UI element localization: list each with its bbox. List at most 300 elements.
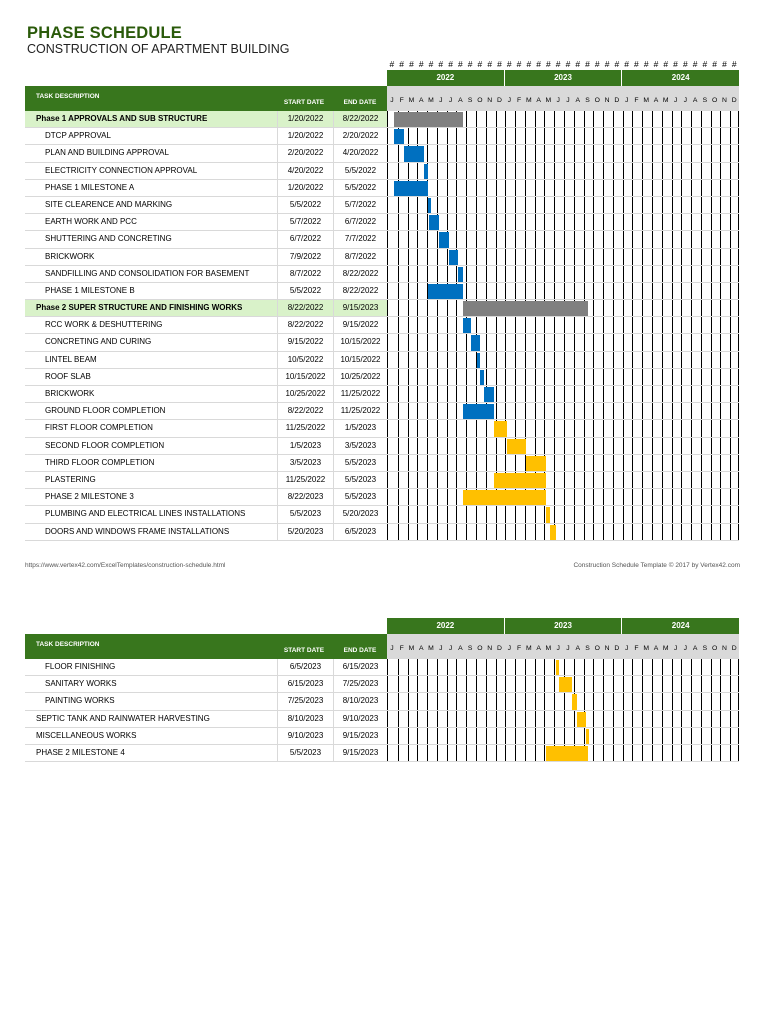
table-row[interactable] xyxy=(25,249,739,266)
grid-line xyxy=(681,506,682,522)
table-row[interactable] xyxy=(25,283,739,300)
grid-line xyxy=(466,197,467,213)
grid-line xyxy=(691,111,692,127)
gantt-bar[interactable] xyxy=(439,232,449,247)
grid-line xyxy=(408,163,409,179)
grid-line xyxy=(427,420,428,436)
grid-line xyxy=(652,128,653,144)
start-date: 8/22/2022 xyxy=(277,317,333,333)
gantt-bar[interactable] xyxy=(546,746,588,761)
grid-line xyxy=(535,659,536,675)
grid-line xyxy=(486,214,487,230)
grid-line xyxy=(466,438,467,454)
grid-line xyxy=(456,317,457,333)
grid-line xyxy=(466,506,467,522)
grid-line xyxy=(398,489,399,505)
phase-row[interactable] xyxy=(25,111,739,128)
hash-mark: # xyxy=(477,59,483,69)
grid-line xyxy=(456,403,457,419)
grid-line xyxy=(515,745,516,761)
gantt-bar[interactable] xyxy=(394,112,463,127)
table-row[interactable] xyxy=(25,420,739,437)
grid-line xyxy=(720,231,721,247)
grid-line xyxy=(408,711,409,727)
table-row[interactable] xyxy=(25,145,739,162)
end-date: 7/25/2023 xyxy=(333,676,387,692)
grid-line xyxy=(554,111,555,127)
grid-line xyxy=(593,128,594,144)
grid-line xyxy=(515,728,516,744)
gantt-bar[interactable] xyxy=(577,712,587,727)
grid-line xyxy=(672,214,673,230)
grid-line xyxy=(603,317,604,333)
grid-line xyxy=(652,145,653,161)
grid-line xyxy=(554,438,555,454)
grid-line xyxy=(593,266,594,282)
grid-line xyxy=(672,506,673,522)
grid-line xyxy=(642,659,643,675)
grid-line xyxy=(515,334,516,350)
table-row[interactable] xyxy=(25,128,739,145)
gantt-bar[interactable] xyxy=(556,660,559,675)
grid-line xyxy=(584,489,585,505)
grid-line xyxy=(603,163,604,179)
table-row[interactable] xyxy=(25,455,739,472)
gantt-bar[interactable] xyxy=(507,439,527,454)
grid-line xyxy=(652,693,653,709)
grid-line xyxy=(711,420,712,436)
grid-line xyxy=(642,369,643,385)
grid-line xyxy=(623,711,624,727)
gantt-bar[interactable] xyxy=(428,198,431,213)
grid-line xyxy=(544,163,545,179)
grid-line xyxy=(496,676,497,692)
table-row[interactable] xyxy=(25,163,739,180)
grid-line xyxy=(672,197,673,213)
grid-line xyxy=(584,352,585,368)
grid-line xyxy=(447,745,448,761)
grid-line xyxy=(554,506,555,522)
grid-line xyxy=(701,711,702,727)
hash-mark: # xyxy=(594,59,600,69)
grid-line xyxy=(476,214,477,230)
grid-line xyxy=(515,352,516,368)
grid-line xyxy=(554,214,555,230)
grid-line xyxy=(720,711,721,727)
grid-line xyxy=(593,403,594,419)
grid-line xyxy=(711,472,712,488)
grid-line xyxy=(574,180,575,196)
grid-line xyxy=(574,249,575,265)
month-label: D xyxy=(731,97,737,104)
footer-url[interactable]: https://www.vertex42.com/ExcelTemplates/construction-schedule.html xyxy=(25,562,226,569)
grid-line xyxy=(447,197,448,213)
grid-line xyxy=(496,145,497,161)
grid-line xyxy=(505,317,506,333)
grid-line xyxy=(681,300,682,316)
grid-line xyxy=(456,524,457,540)
hash-mark: # xyxy=(731,59,737,69)
end-date: 1/5/2023 xyxy=(333,420,387,436)
gantt-grid xyxy=(387,266,739,282)
grid-line xyxy=(496,352,497,368)
gantt-bar[interactable] xyxy=(463,404,494,419)
table-row[interactable] xyxy=(25,352,739,369)
grid-line xyxy=(603,403,604,419)
gantt-bar[interactable] xyxy=(546,507,551,522)
grid-line xyxy=(623,455,624,471)
grid-line xyxy=(584,317,585,333)
grid-line xyxy=(437,745,438,761)
grid-line xyxy=(525,214,526,230)
grid-line xyxy=(427,352,428,368)
table-row[interactable] xyxy=(25,386,739,403)
grid-line xyxy=(652,403,653,419)
end-date: 6/5/2023 xyxy=(333,524,387,540)
grid-line xyxy=(623,317,624,333)
month-label: N xyxy=(721,645,727,652)
grid-line xyxy=(535,403,536,419)
grid-line xyxy=(681,180,682,196)
grid-line xyxy=(496,111,497,127)
grid-line xyxy=(408,728,409,744)
gantt-bar[interactable] xyxy=(484,387,494,402)
grid-line xyxy=(584,111,585,127)
grid-line xyxy=(623,659,624,675)
grid-line xyxy=(584,163,585,179)
grid-line xyxy=(632,197,633,213)
gantt-bar[interactable] xyxy=(428,284,463,299)
grid-line xyxy=(544,180,545,196)
grid-line xyxy=(496,283,497,299)
grid-line xyxy=(535,283,536,299)
table-row[interactable] xyxy=(25,197,739,214)
grid-line xyxy=(584,455,585,471)
table-row[interactable] xyxy=(25,180,739,197)
grid-line xyxy=(701,334,702,350)
task-description: PHASE 1 MILESTONE B xyxy=(45,285,135,295)
end-date: 6/7/2022 xyxy=(333,214,387,230)
start-date: 8/22/2023 xyxy=(277,489,333,505)
grid-line xyxy=(437,693,438,709)
grid-line xyxy=(711,128,712,144)
end-date: 9/15/2023 xyxy=(333,728,387,744)
grid-line xyxy=(466,111,467,127)
grid-line xyxy=(584,386,585,402)
grid-line xyxy=(417,455,418,471)
grid-line xyxy=(593,214,594,230)
grid-line xyxy=(505,352,506,368)
end-date: 11/25/2022 xyxy=(333,403,387,419)
hash-mark: # xyxy=(643,59,649,69)
table-row[interactable] xyxy=(25,524,739,541)
grid-line xyxy=(652,300,653,316)
grid-line xyxy=(672,369,673,385)
grid-line xyxy=(554,317,555,333)
grid-line xyxy=(691,283,692,299)
gantt-bar[interactable] xyxy=(463,490,546,505)
grid-line xyxy=(544,128,545,144)
grid-line xyxy=(593,283,594,299)
grid-line xyxy=(398,231,399,247)
gantt-bar[interactable] xyxy=(572,694,577,709)
grid-line xyxy=(486,231,487,247)
grid-line xyxy=(603,711,604,727)
grid-line xyxy=(466,659,467,675)
month-label: J xyxy=(507,645,511,652)
grid-line xyxy=(466,472,467,488)
gantt-grid xyxy=(387,386,739,402)
grid-line xyxy=(672,145,673,161)
table-row[interactable] xyxy=(25,693,739,710)
month-label: M xyxy=(525,645,532,652)
grid-line xyxy=(652,163,653,179)
table-row[interactable] xyxy=(25,489,739,506)
grid-line xyxy=(525,745,526,761)
hash-mark: # xyxy=(457,59,463,69)
hash-mark: # xyxy=(585,59,590,69)
grid-line xyxy=(535,438,536,454)
grid-line xyxy=(701,214,702,230)
gantt-grid xyxy=(387,214,739,230)
end-date: 9/10/2023 xyxy=(333,711,387,727)
grid-line xyxy=(730,128,731,144)
gantt-bar[interactable] xyxy=(463,318,471,333)
gantt-bar[interactable] xyxy=(471,335,481,350)
table-row[interactable] xyxy=(25,472,739,489)
month-label: M xyxy=(643,97,650,104)
grid-line xyxy=(662,506,663,522)
month-label: S xyxy=(702,645,708,652)
grid-line xyxy=(730,506,731,522)
table-row[interactable] xyxy=(25,728,739,745)
table-row[interactable] xyxy=(25,214,739,231)
grid-line xyxy=(672,693,673,709)
grid-line xyxy=(574,352,575,368)
grid-line xyxy=(632,472,633,488)
task-description: SANDFILLING AND CONSOLIDATION FOR BASEMENT xyxy=(45,268,250,278)
table-row[interactable] xyxy=(25,317,739,334)
grid-line xyxy=(525,676,526,692)
hash-mark: # xyxy=(722,59,727,69)
grid-line xyxy=(701,111,702,127)
grid-line xyxy=(535,197,536,213)
task-description: PHASE 2 MILESTONE 4 xyxy=(36,747,125,757)
gantt-bar[interactable] xyxy=(394,181,428,196)
table-row[interactable] xyxy=(25,711,739,728)
grid-line xyxy=(564,214,565,230)
grid-line xyxy=(515,317,516,333)
grid-line xyxy=(632,455,633,471)
gantt-bar[interactable] xyxy=(458,267,463,282)
grid-line xyxy=(691,334,692,350)
grid-line xyxy=(701,745,702,761)
grid-line xyxy=(574,472,575,488)
hash-mark: # xyxy=(712,59,718,69)
grid-line xyxy=(486,455,487,471)
grid-line xyxy=(720,352,721,368)
gantt-grid xyxy=(387,369,739,385)
grid-line xyxy=(720,693,721,709)
gantt-bar[interactable] xyxy=(550,525,555,540)
gantt-bar[interactable] xyxy=(449,250,458,265)
grid-line xyxy=(701,472,702,488)
grid-line xyxy=(476,283,477,299)
grid-line xyxy=(417,334,418,350)
gantt-bar[interactable] xyxy=(494,421,507,436)
grid-line xyxy=(456,180,457,196)
grid-line xyxy=(505,283,506,299)
table-row[interactable] xyxy=(25,266,739,283)
grid-line xyxy=(652,369,653,385)
grid-line xyxy=(593,506,594,522)
grid-line xyxy=(711,745,712,761)
end-date: 5/7/2022 xyxy=(333,197,387,213)
gantt-bar[interactable] xyxy=(404,146,423,161)
gantt-bar[interactable] xyxy=(429,215,439,230)
month-label: F xyxy=(399,645,404,652)
grid-line xyxy=(525,506,526,522)
grid-line xyxy=(408,693,409,709)
grid-line xyxy=(672,455,673,471)
grid-line xyxy=(398,283,399,299)
hash-mark: # xyxy=(428,59,434,69)
grid-line xyxy=(623,128,624,144)
grid-line xyxy=(408,334,409,350)
grid-line xyxy=(672,386,673,402)
grid-line xyxy=(574,438,575,454)
table-row[interactable] xyxy=(25,231,739,248)
grid-line xyxy=(496,197,497,213)
gantt-grid xyxy=(387,317,739,333)
gantt-bar[interactable] xyxy=(586,729,589,744)
grid-line xyxy=(535,676,536,692)
grid-line xyxy=(603,334,604,350)
grid-line xyxy=(652,266,653,282)
table-row[interactable] xyxy=(25,438,739,455)
table-row[interactable] xyxy=(25,745,739,762)
grid-line xyxy=(701,163,702,179)
grid-line xyxy=(623,197,624,213)
grid-line xyxy=(398,745,399,761)
grid-line xyxy=(427,128,428,144)
grid-line xyxy=(535,317,536,333)
table-row[interactable] xyxy=(25,369,739,386)
gantt-bar[interactable] xyxy=(526,456,546,471)
grid-line xyxy=(613,317,614,333)
grid-line xyxy=(720,369,721,385)
gantt-grid xyxy=(387,334,739,350)
grid-line xyxy=(564,197,565,213)
month-label: N xyxy=(604,645,610,652)
grid-line xyxy=(525,231,526,247)
grid-line xyxy=(593,693,594,709)
gantt-bar[interactable] xyxy=(477,353,480,368)
grid-line xyxy=(564,145,565,161)
hash-mark: # xyxy=(653,59,659,69)
grid-line xyxy=(544,369,545,385)
grid-line xyxy=(691,163,692,179)
grid-line xyxy=(603,659,604,675)
hash-mark: # xyxy=(418,59,424,69)
grid-line xyxy=(730,266,731,282)
table-row[interactable] xyxy=(25,506,739,523)
grid-line xyxy=(476,472,477,488)
grid-line xyxy=(642,745,643,761)
grid-line xyxy=(505,111,506,127)
table-row[interactable] xyxy=(25,403,739,420)
month-label: J xyxy=(390,97,394,104)
end-date: 9/15/2023 xyxy=(333,745,387,761)
grid-line xyxy=(730,334,731,350)
month-label: M xyxy=(525,97,532,104)
task-description: FIRST FLOOR COMPLETION xyxy=(45,423,153,433)
grid-line xyxy=(701,249,702,265)
hash-mark: # xyxy=(497,59,502,69)
phase-row[interactable] xyxy=(25,300,739,317)
grid-line xyxy=(447,524,448,540)
table-row[interactable] xyxy=(25,334,739,351)
month-label: M xyxy=(428,97,434,104)
table-row[interactable] xyxy=(25,659,739,676)
grid-line xyxy=(720,403,721,419)
grid-line xyxy=(408,420,409,436)
grid-line xyxy=(672,249,673,265)
grid-line xyxy=(662,369,663,385)
grid-line xyxy=(496,745,497,761)
gantt-grid xyxy=(387,728,739,744)
grid-line xyxy=(535,352,536,368)
end-date: 8/22/2022 xyxy=(333,283,387,299)
gantt-bar[interactable] xyxy=(559,677,572,692)
grid-line xyxy=(408,659,409,675)
grid-line xyxy=(623,524,624,540)
grid-line xyxy=(662,489,663,505)
grid-line xyxy=(427,369,428,385)
grid-line xyxy=(417,711,418,727)
grid-line xyxy=(701,455,702,471)
task-description: GROUND FLOOR COMPLETION xyxy=(45,406,166,416)
gantt-bar[interactable] xyxy=(494,473,546,488)
grid-line xyxy=(662,266,663,282)
grid-line xyxy=(701,489,702,505)
gantt-bar[interactable] xyxy=(463,301,588,316)
task-description: BRICKWORK xyxy=(45,251,95,261)
table-row[interactable] xyxy=(25,676,739,693)
grid-line xyxy=(447,489,448,505)
grid-line xyxy=(574,659,575,675)
grid-line xyxy=(730,231,731,247)
hash-mark: # xyxy=(663,59,669,69)
grid-line xyxy=(398,438,399,454)
grid-line xyxy=(593,334,594,350)
grid-line xyxy=(681,163,682,179)
grid-line xyxy=(701,420,702,436)
gantt-bar[interactable] xyxy=(480,370,483,385)
task-description: SECOND FLOOR COMPLETION xyxy=(45,440,165,450)
start-date: 9/10/2023 xyxy=(277,728,333,744)
gantt-bar[interactable] xyxy=(394,129,404,144)
grid-line xyxy=(730,420,731,436)
grid-line xyxy=(574,266,575,282)
grid-line xyxy=(701,386,702,402)
grid-line xyxy=(720,524,721,540)
grid-line xyxy=(652,676,653,692)
grid-line xyxy=(456,300,457,316)
grid-line xyxy=(408,283,409,299)
gantt-bar[interactable] xyxy=(424,164,429,179)
grid-line xyxy=(681,128,682,144)
